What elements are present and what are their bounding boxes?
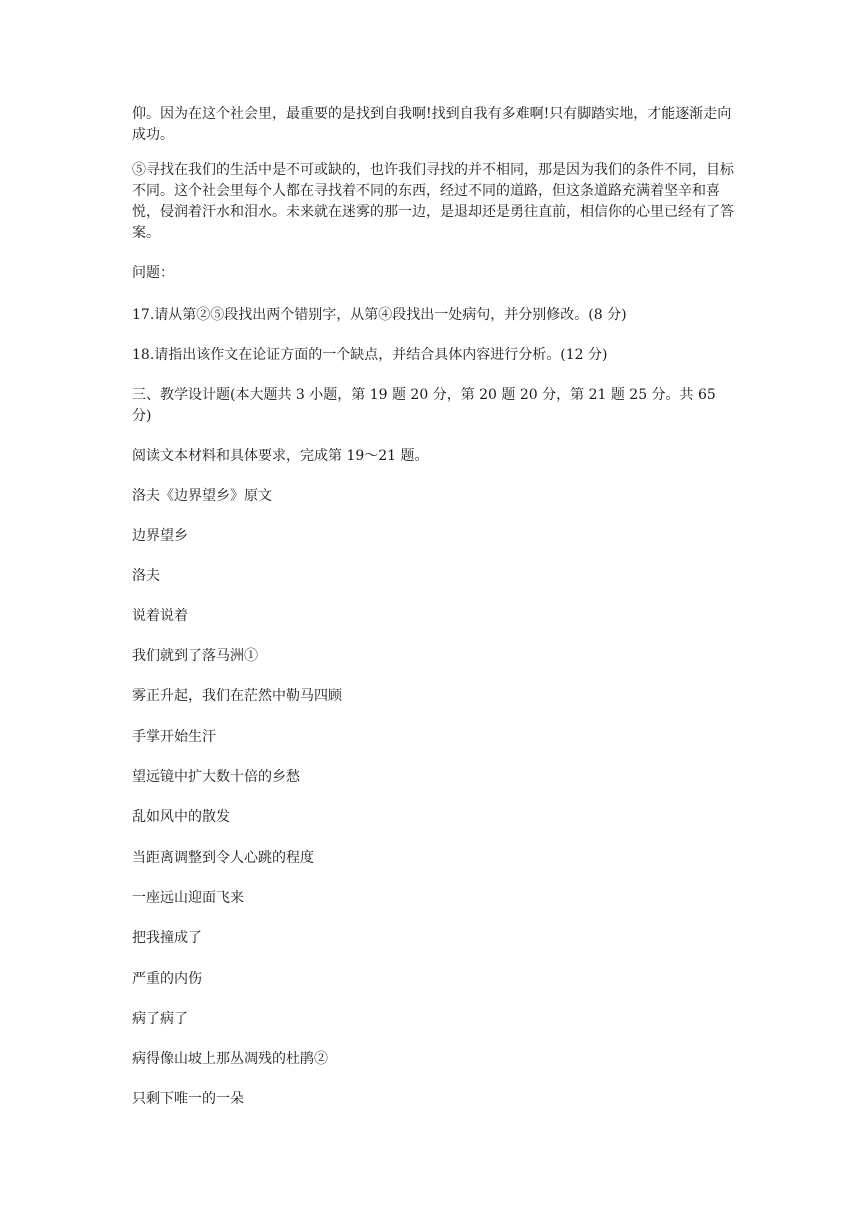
question-17: 17.请从第②⑤段找出两个错别字，从第④段找出一处病句，并分别修改。(8 分) <box>132 307 627 323</box>
poem-line: 雾正升起，我们在茫然中勒马四顾 <box>132 688 342 704</box>
poem-line: 手掌开始生汗 <box>132 729 216 745</box>
question-18: 18.请指出该作文在论证方面的一个缺点，并结合具体内容进行分析。(12 分) <box>132 347 608 363</box>
instruction-text: 阅读文本材料和具体要求，完成第 19～21 题。 <box>132 448 429 464</box>
paragraph-intro: 仰。因为在这个社会里，最重要的是找到自我啊!找到自我有多难啊!只有脚踏实地，才能逐渐走向成功。 <box>132 106 732 143</box>
poem-line: 说着说着 <box>132 608 188 624</box>
poem-line: 严重的内伤 <box>132 971 202 987</box>
paragraph-5: ⑤寻找在我们的生活中是不可或缺的，也许我们寻找的并不相同，那是因为我们的条件不同，目标不同。这个社会里每个人都在寻找着不同的东西，经过不同的道路，但这条道路充满着坚辛和喜悦，侵润着汗水和泪水。未来就在迷雾的那一边，是退却还是勇往直前，相信你的心里已经有了答案。 <box>132 162 734 241</box>
poem-author: 洛夫 <box>132 568 160 584</box>
poem-line: 只剩下唯一的一朵 <box>132 1091 244 1107</box>
poem-line: 病得像山坡上那丛凋残的杜鹃② <box>132 1051 328 1067</box>
poem-line: 望远镜中扩大数十倍的乡愁 <box>132 769 300 785</box>
poem-line: 把我撞成了 <box>132 930 202 946</box>
poem-source: 洛夫《边界望乡》原文 <box>132 488 272 504</box>
poem-line: 乱如风中的散发 <box>132 809 230 825</box>
questions-heading: 问题： <box>132 265 174 281</box>
poem-line: 当距离调整到令人心跳的程度 <box>132 850 314 866</box>
poem-title: 边界望乡 <box>132 528 188 544</box>
poem-line: 一座远山迎面飞来 <box>132 890 244 906</box>
poem-line: 我们就到了落马洲① <box>132 648 258 664</box>
poem-line: 病了病了 <box>132 1011 188 1027</box>
section-3-heading: 三、教学设计题(本大题共 3 小题，第 19 题 20 分，第 20 题 20 分，第 21 题 25 分。共 65 分) <box>132 387 716 424</box>
